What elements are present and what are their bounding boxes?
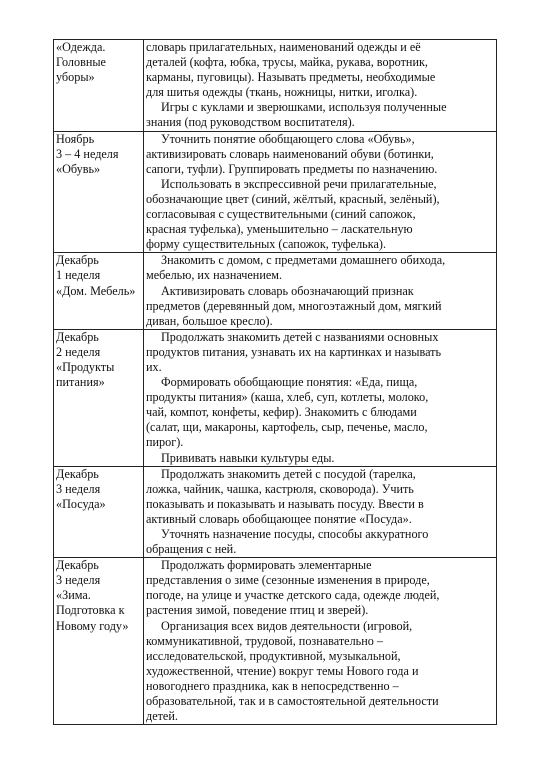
topic-cell (54, 253, 144, 329)
content-paragraph (146, 132, 494, 177)
topic-line: 3 неделя (56, 573, 101, 588)
content-line: активный словарь обобщающее понятие «Посуда». (146, 511, 412, 526)
curriculum-table (53, 39, 497, 725)
content-line: обозначающие цвет (синий, жёлтый, красный, зелёный), (146, 191, 440, 206)
content-paragraph (146, 253, 494, 283)
content-paragraph (146, 100, 494, 130)
topic-cell (54, 466, 144, 558)
content-line: Активизировать словарь обозначающий признак (161, 283, 414, 298)
topic-line: «Зима. (56, 588, 91, 603)
topic-line: Декабрь (56, 558, 99, 573)
topic-line: 1 неделя (56, 268, 101, 283)
content-line: образовательной, так и в самостоятельной деятельности (146, 694, 439, 709)
content-line: Продолжать знакомить детей с названиями основных (161, 329, 439, 344)
topic-line: Декабрь (56, 253, 99, 268)
content-paragraph (146, 284, 494, 329)
content-line: продукты питания» (каша, хлеб, суп, котлеты, молоко, (146, 390, 429, 405)
content-paragraph (146, 451, 494, 466)
content-line: показывать и показывать и называть посуду. Ввести в (146, 496, 424, 511)
content-cell (144, 329, 497, 466)
topic-line: уборы» (56, 70, 95, 85)
content-line: знания (под руководством воспитателя). (146, 115, 355, 130)
content-line: Организация всех видов деятельности (игровой, (161, 618, 413, 633)
content-line: красная туфелька), уменьшительно – ласкательную (146, 222, 413, 237)
content-line: продуктов питания, узнавать их на картинках и называть (146, 344, 442, 359)
content-cell (144, 253, 497, 329)
content-line: обращения с ней. (146, 542, 237, 557)
topic-line: Новому году» (56, 618, 129, 633)
topic-line: питания» (56, 375, 105, 390)
content-line: Продолжать знакомить детей с посудой (тарелка, (161, 466, 416, 481)
content-cell (144, 558, 497, 725)
content-paragraph (146, 467, 494, 527)
table-body (54, 40, 497, 725)
content-line: деталей (кофта, юбка, трусы, майка, рукава, воротник, (146, 55, 428, 70)
content-line: Уточнять назначение посуды, способы аккуратного (161, 527, 429, 541)
content-line: Формировать обобщающие понятия: «Еда, пища, (161, 375, 418, 390)
content-line: художественной, чтение) вокруг темы Нового года и (146, 663, 419, 678)
content-cell (144, 131, 497, 253)
content-line: (салат, щи, макароны, картофель, сыр, печенье, масло, (146, 420, 428, 435)
content-line: представления о зиме (сезонные изменения в природе, (146, 573, 430, 588)
topic-cell (54, 558, 144, 725)
content-line: мебелью, их назначением. (146, 268, 283, 283)
content-line: погоде, на улице и участке детского сада, одежде людей, (146, 588, 440, 603)
content-line: исследовательской, продуктивной, музыкальной, (146, 648, 401, 663)
topic-cell (54, 131, 144, 253)
content-line: новогоднего праздника, как в непосредственно – (146, 678, 399, 693)
content-cell (144, 466, 497, 558)
content-line: чай, компот, конфеты, кефир). Знакомить с блюдами (146, 405, 417, 420)
content-line: диван, большое кресло). (146, 313, 273, 328)
topic-line: «Посуда» (56, 496, 106, 511)
topic-line: «Продукты (56, 359, 115, 374)
topic-line: 2 неделя (56, 344, 101, 359)
content-line: Уточнить понятие обобщающего слова «Обувь», (161, 131, 415, 146)
content-line: для шитья одежды (ткань, ножницы, нитки, иголка). (146, 85, 418, 100)
topic-line: Подготовка к (56, 603, 125, 618)
content-line: форму существительных (сапожок, туфелька). (146, 237, 386, 252)
topic-line: 3 – 4 неделя (56, 146, 119, 161)
content-line: ложка, чайник, чашка, кастрюля, сковорода). Учить (146, 481, 414, 496)
topic-line: «Дом. Мебель» (56, 283, 136, 298)
topic-line: «Одежда. (56, 40, 106, 54)
content-line: словарь прилагательных, наименований одежды и её (146, 40, 421, 54)
content-line: Использовать в экспрессивной речи прилагательные, (161, 176, 437, 191)
content-paragraph (146, 375, 494, 450)
content-line: активизировать словарь наименований обуви (ботинки, (146, 146, 434, 161)
content-line: Игры с куклами и зверюшками, используя полученные (161, 100, 447, 115)
content-paragraph (146, 177, 494, 252)
content-line: Знакомить с домом, с предметами домашнего обихода, (161, 253, 446, 268)
table-row (54, 253, 497, 329)
content-line: сапоги, туфли). Группировать предметы по назначению. (146, 161, 438, 176)
topic-line: Головные (56, 55, 106, 70)
content-paragraph (146, 619, 494, 725)
topic-line: Декабрь (56, 329, 99, 344)
content-line: согласовывая с существительными (синий сапожок, (146, 207, 416, 222)
content-line: их. (146, 359, 162, 374)
content-line: детей. (146, 709, 178, 724)
table-row (54, 466, 497, 558)
topic-line: Декабрь (56, 466, 99, 481)
content-line: пирог). (146, 435, 184, 450)
topic-cell (54, 40, 144, 132)
topic-line: Ноябрь (56, 131, 95, 146)
content-line: коммуникативной, трудовой, познавательно – (146, 633, 383, 648)
content-line: Прививать навыки культуры еды. (161, 450, 335, 465)
content-paragraph (146, 40, 494, 100)
table-row (54, 329, 497, 466)
content-cell (144, 40, 497, 132)
topic-cell (54, 329, 144, 466)
content-paragraph (146, 330, 494, 375)
topic-line: 3 неделя (56, 481, 101, 496)
content-paragraph (146, 527, 494, 557)
content-line: Продолжать формировать элементарные (161, 558, 372, 573)
content-paragraph (146, 558, 494, 618)
table-row (54, 558, 497, 725)
content-line: карманы, пуговицы). Называть предметы, необходимые (146, 70, 436, 85)
table-row (54, 40, 497, 132)
topic-line: «Обувь» (56, 161, 101, 176)
table-row (54, 131, 497, 253)
content-line: предметов (деревянный дом, многоэтажный дом, мягкий (146, 298, 442, 313)
content-line: растения зимой, поведение птиц и зверей). (146, 603, 369, 618)
